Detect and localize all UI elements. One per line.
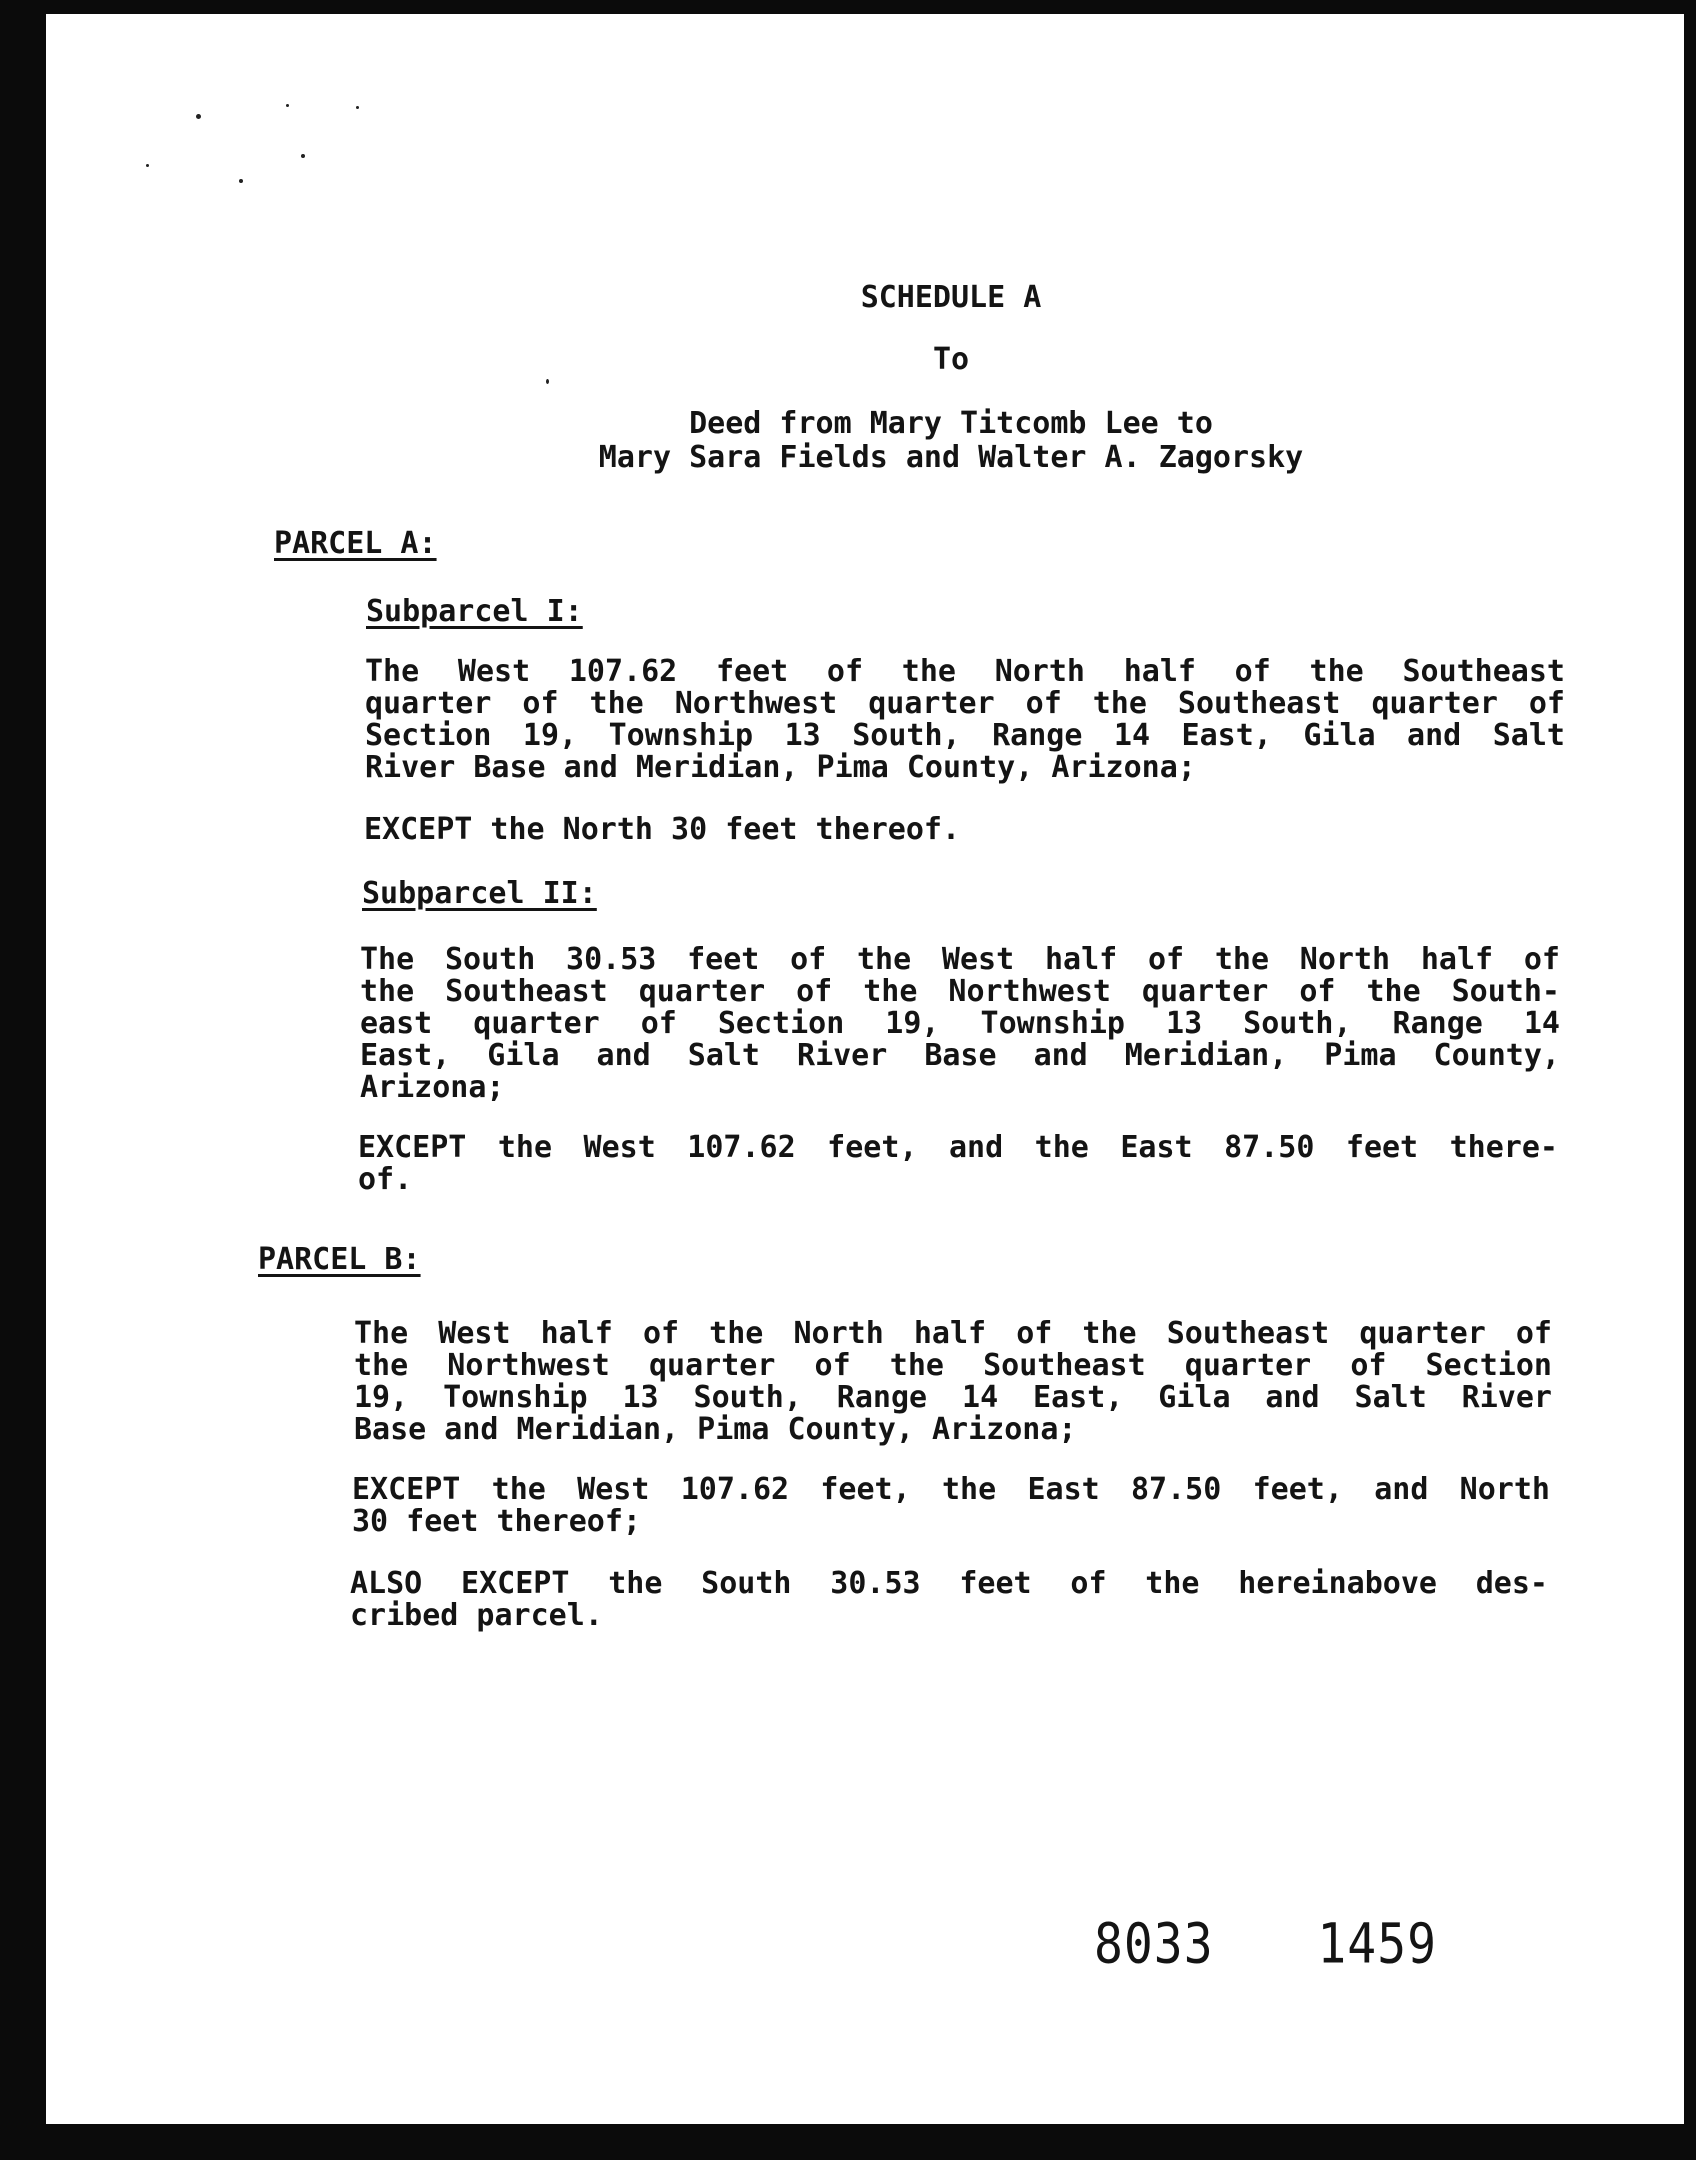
schedule-title: SCHEDULE A (860, 280, 1042, 315)
subparcel-1-description (365, 656, 1565, 784)
subparcel-1-exception (364, 814, 1564, 846)
subparcel-2-exception (358, 1132, 1558, 1196)
text-line: cribed parcel. (350, 1598, 603, 1633)
parcel-b-also-exception (350, 1568, 1548, 1632)
text-line: The South 30.53 feet of the West half of the North half of (360, 942, 1560, 977)
scan-speck (286, 104, 289, 107)
recording-stamp (1094, 1911, 1437, 1977)
parcel-b-description (354, 1318, 1552, 1446)
text-line: ALSO EXCEPT the South 30.53 feet of the hereinabove des- (350, 1566, 1548, 1601)
parcel-b-exception (352, 1474, 1550, 1538)
scan-speck (239, 179, 243, 183)
text-line: East, Gila and Salt River Base and Meridian, Pima County, (360, 1038, 1560, 1073)
deed-line-2: Mary Sara Fields and Walter A. Zagorsky (598, 440, 1304, 475)
text-line: Base and Meridian, Pima County, Arizona; (354, 1412, 1077, 1447)
text-line: The West half of the North half of the Southeast quarter of (354, 1316, 1552, 1351)
subparcel-2-description (360, 944, 1560, 1104)
schedule-to: To (932, 342, 970, 377)
parcel-b-heading: PARCEL B: (258, 1242, 421, 1277)
text-line: Section 19, Township 13 South, Range 14 East, Gila and Salt (365, 718, 1565, 753)
text-line: The West 107.62 feet of the North half of the Southeast (365, 654, 1565, 689)
text-line: east quarter of Section 19, Township 13 South, Range 14 (360, 1006, 1560, 1041)
text-line: quarter of the Northwest quarter of the Southeast quarter of (365, 686, 1565, 721)
stamp-page-number: 1459 (1317, 1911, 1437, 1977)
text-line: 30 feet thereof; (352, 1504, 641, 1539)
text-line: the Southeast quarter of the Northwest quarter of the South- (360, 974, 1560, 1009)
scan-speck (301, 154, 305, 158)
text-line: Arizona; (360, 1070, 505, 1105)
text-line: River Base and Meridian, Pima County, Arizona; (365, 750, 1196, 785)
subparcel-1-heading: Subparcel I: (366, 594, 583, 629)
text-line: of. (358, 1162, 413, 1197)
text-line: 19, Township 13 South, Range 14 East, Gila and Salt River (354, 1380, 1552, 1415)
text-line: EXCEPT the North 30 feet thereof. (364, 812, 961, 847)
document-page (46, 14, 1684, 2124)
scan-speck (546, 379, 549, 384)
scan-speck (146, 164, 149, 167)
parcel-a-heading: PARCEL A: (274, 526, 437, 561)
subparcel-2-heading: Subparcel II: (362, 876, 597, 911)
text-line: EXCEPT the West 107.62 feet, and the East 87.50 feet there- (358, 1130, 1558, 1165)
deed-line-1: Deed from Mary Titcomb Lee to (689, 406, 1213, 441)
scan-speck (356, 106, 359, 109)
text-line: EXCEPT the West 107.62 feet, the East 87.50 feet, and North (352, 1472, 1550, 1507)
scan-speck (196, 114, 201, 119)
stamp-book-number: 8033 (1094, 1911, 1214, 1977)
text-line: the Northwest quarter of the Southeast quarter of Section (354, 1348, 1552, 1383)
